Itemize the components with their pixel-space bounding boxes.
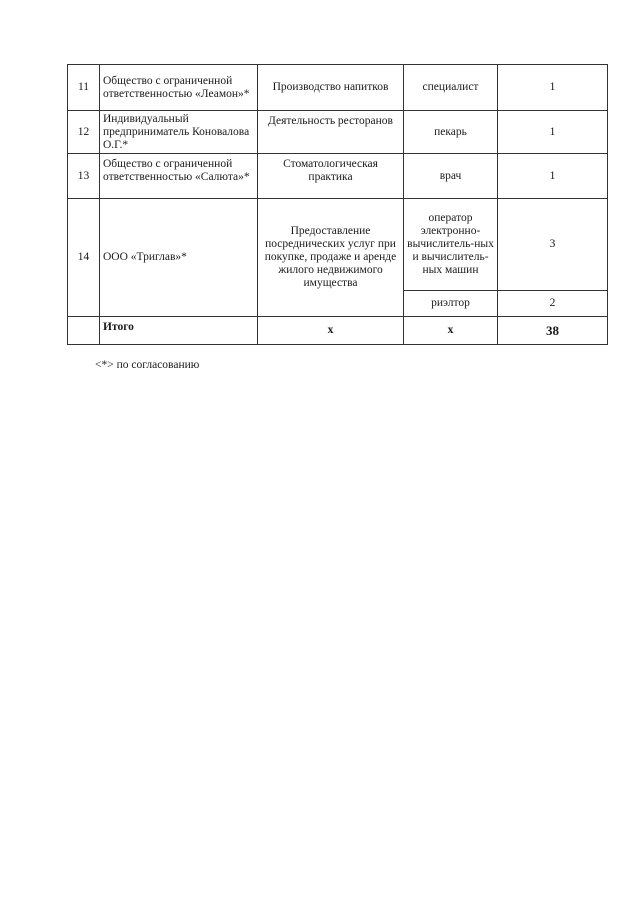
profession: специалист (404, 65, 498, 111)
quantity: 1 (498, 111, 608, 154)
organization-name: Общество с ограниченной ответственностью «Салюта»* (100, 154, 258, 199)
total-row (68, 317, 608, 345)
quantity: 1 (498, 65, 608, 111)
quantity: 2 (498, 291, 608, 317)
row-number: 14 (68, 199, 100, 317)
total-profession: х (404, 317, 498, 345)
table-row (68, 111, 608, 154)
organization-name: ООО «Триглав»* (100, 199, 258, 317)
profession: врач (404, 154, 498, 199)
empty-cell (68, 317, 100, 345)
activity-type: Производство напитков (258, 65, 404, 111)
quantity: 1 (498, 154, 608, 199)
activity-type: Стоматологическая практика (258, 154, 404, 199)
row-number: 12 (68, 111, 100, 154)
total-quantity: 38 (498, 317, 608, 345)
organization-name: Индивидуальный предприниматель Коновалова О.Г.* (100, 111, 258, 154)
total-label: Итого (100, 317, 258, 345)
organization-name: Общество с ограниченной ответственностью «Леамон»* (100, 65, 258, 111)
profession: риэлтор (404, 291, 498, 317)
quantity: 3 (498, 199, 608, 291)
row-number: 13 (68, 154, 100, 199)
total-activity: х (258, 317, 404, 345)
activity-type: Деятельность ресторанов (258, 111, 404, 154)
table-row (68, 154, 608, 199)
row-number: 11 (68, 65, 100, 111)
table-row (68, 65, 608, 111)
vacancy-table (67, 64, 608, 345)
footnote: <*> по согласованию (95, 359, 200, 371)
profession: оператор электронно-вычислитель-ных и вычислитель-ных машин (404, 199, 498, 291)
activity-type: Предоставление посреднических услуг при покупке, продаже и аренде жилого недвижимого имущества (258, 199, 404, 317)
table-row (68, 199, 608, 291)
profession: пекарь (404, 111, 498, 154)
